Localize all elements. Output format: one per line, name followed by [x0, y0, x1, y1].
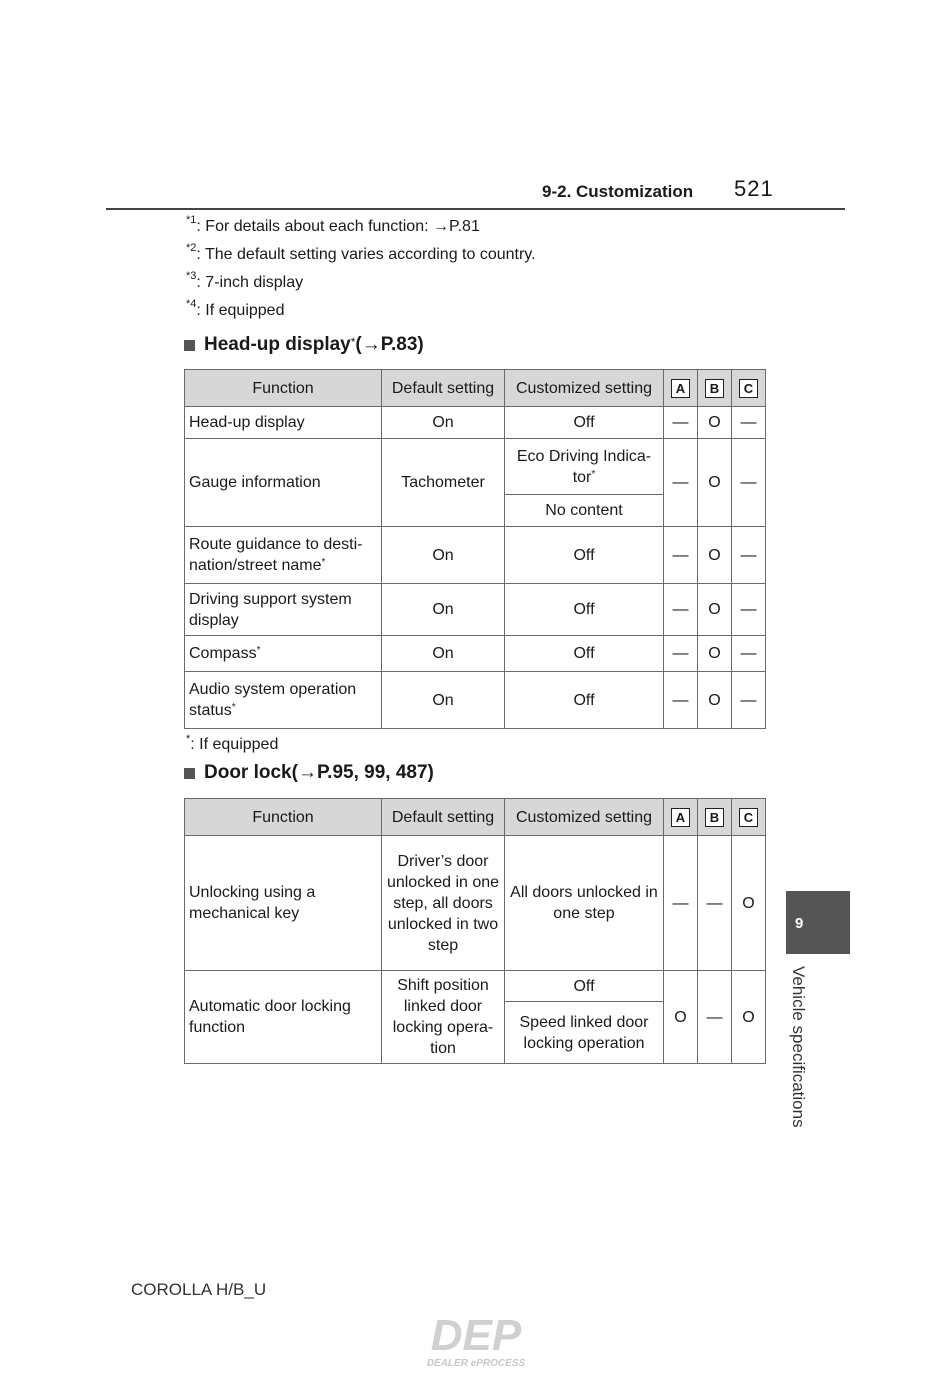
column-header	[664, 799, 698, 836]
boxed-letter-a: A	[671, 808, 690, 827]
model-code: COROLLA H/B_U	[131, 1280, 267, 1299]
column-header: Default setting	[382, 370, 505, 407]
table-row: Unlocking using a mechanical key Driver’s door unlocked in one step, all doors unlocked in two step All doors unlocked in one step — — O	[185, 836, 766, 971]
table-row: Head-up display On Off — O —	[185, 407, 766, 439]
table-row: Route guidance to desti-nation/street name* On Off — O —	[185, 527, 766, 584]
column-header	[698, 370, 732, 407]
table-header-row	[185, 370, 766, 407]
table-row: Compass* On Off — O —	[185, 636, 766, 672]
table-row: Automatic door locking function Shift position linked door locking opera-tion Off O — O	[185, 971, 766, 1002]
column-header	[698, 799, 732, 836]
column-header: Customized setting	[505, 370, 664, 407]
column-header: Function	[185, 799, 382, 836]
logo-subtitle: DEALER ePROCESS	[426, 1358, 526, 1368]
footnote: $^{*2}$: The default setting varies according to country.	[186, 242, 536, 263]
hud-section-title: Head-up display * (→P.83)	[184, 334, 424, 356]
hud-settings-table	[184, 369, 766, 729]
dealer-eprocess-logo	[405, 1312, 547, 1368]
footnote: $^{*4}$: If equipped	[186, 298, 285, 319]
chapter-tab: 9	[786, 891, 850, 954]
bullet-square-icon	[184, 340, 195, 351]
column-header	[732, 370, 766, 407]
footnote: $^{*3}$: 7-inch display	[186, 270, 304, 291]
column-header: Customized setting	[505, 799, 664, 836]
column-header: Function	[185, 370, 382, 407]
table-note: *: If equipped	[186, 733, 279, 753]
boxed-letter-a: A	[671, 379, 690, 398]
header-divider	[106, 208, 845, 210]
column-header: Default setting	[382, 799, 505, 836]
doorlock-settings-table	[184, 798, 766, 1064]
boxed-letter-c: C	[739, 808, 758, 827]
table-row: Speed linked door locking operation	[185, 1002, 766, 1064]
logo-mark: DEP	[430, 1312, 522, 1360]
boxed-letter-c: C	[739, 379, 758, 398]
chapter-label: Vehicle specifications	[789, 966, 808, 1128]
column-header	[732, 799, 766, 836]
table-row: Gauge information Tachometer Eco Driving Indica-tor* — O —	[185, 439, 766, 495]
table-row: No content	[185, 495, 766, 527]
section-title: 9-2. Customization	[542, 182, 694, 201]
table-row: Audio system operation status* On Off — O —	[185, 672, 766, 729]
table-header-row	[185, 799, 766, 836]
table-row: Driving support system display On Off — O —	[185, 584, 766, 636]
page-number: 521	[734, 176, 774, 201]
boxed-letter-b: B	[705, 808, 724, 827]
footnote: $^{*1}$: For details about each function: →P.81	[186, 214, 480, 235]
boxed-letter-b: B	[705, 379, 724, 398]
column-header	[664, 370, 698, 407]
doorlock-section-title: Door lock (→P.95, 99, 487)	[184, 762, 434, 784]
bullet-square-icon	[184, 768, 195, 779]
